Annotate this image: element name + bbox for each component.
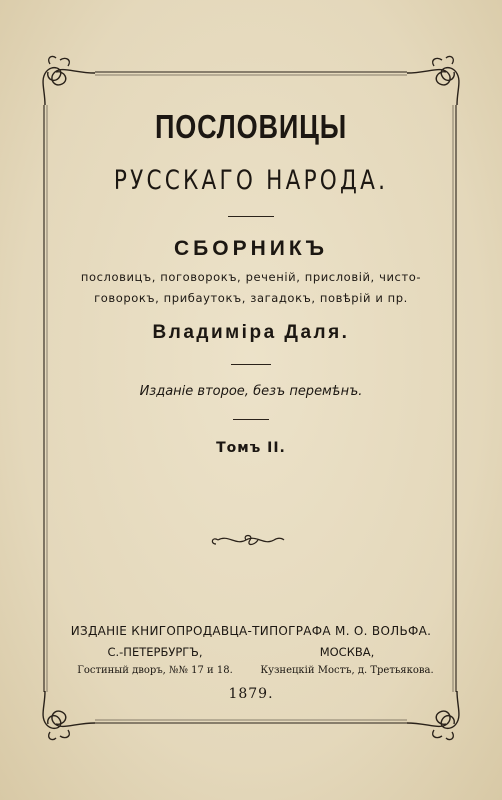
location-left: [60, 645, 250, 676]
corner-ornament-top-left: [43, 56, 95, 105]
divider-rule: [228, 216, 274, 217]
collection-description-line-2: говорокъ, прибаутокъ, загадокъ, повѣрій и пр.: [94, 291, 408, 305]
center-ornament: [212, 536, 284, 545]
corner-ornament-top-right: [407, 56, 459, 105]
collection-description-line-1: пословицъ, поговорокъ, реченій, присловій, чисто-: [80, 270, 422, 284]
divider-rule: [233, 419, 269, 420]
address: Гостиный дворъ, №№ 17 и 18.: [77, 665, 233, 676]
divider-rule: [231, 364, 271, 365]
title-line-1: ПОСЛОВИЦЫ: [154, 108, 348, 145]
publication-year: 1879.: [228, 686, 274, 702]
location-right: [252, 645, 442, 676]
author-name: Владиміра Даля.: [152, 322, 350, 343]
address: Кузнецкій Мостъ, д. Третьякова.: [260, 665, 434, 676]
city-name: С.-ПЕТЕРБУРГЪ,: [107, 645, 203, 659]
city-name: МОСКВА,: [319, 645, 375, 659]
publisher-line: ИЗДАНІЕ КНИГОПРОДАВЦА-ТИПОГРАФА М. О. ВОЛЬФА.: [70, 624, 432, 638]
collection-label: СБОРНИКЪ: [174, 237, 328, 260]
title-line-2: РУССКАГО НАРОДА.: [113, 165, 389, 196]
volume-label: Томъ II.: [216, 440, 286, 456]
edition-note: Изданіе второе, безъ перемѣнъ.: [139, 384, 363, 399]
